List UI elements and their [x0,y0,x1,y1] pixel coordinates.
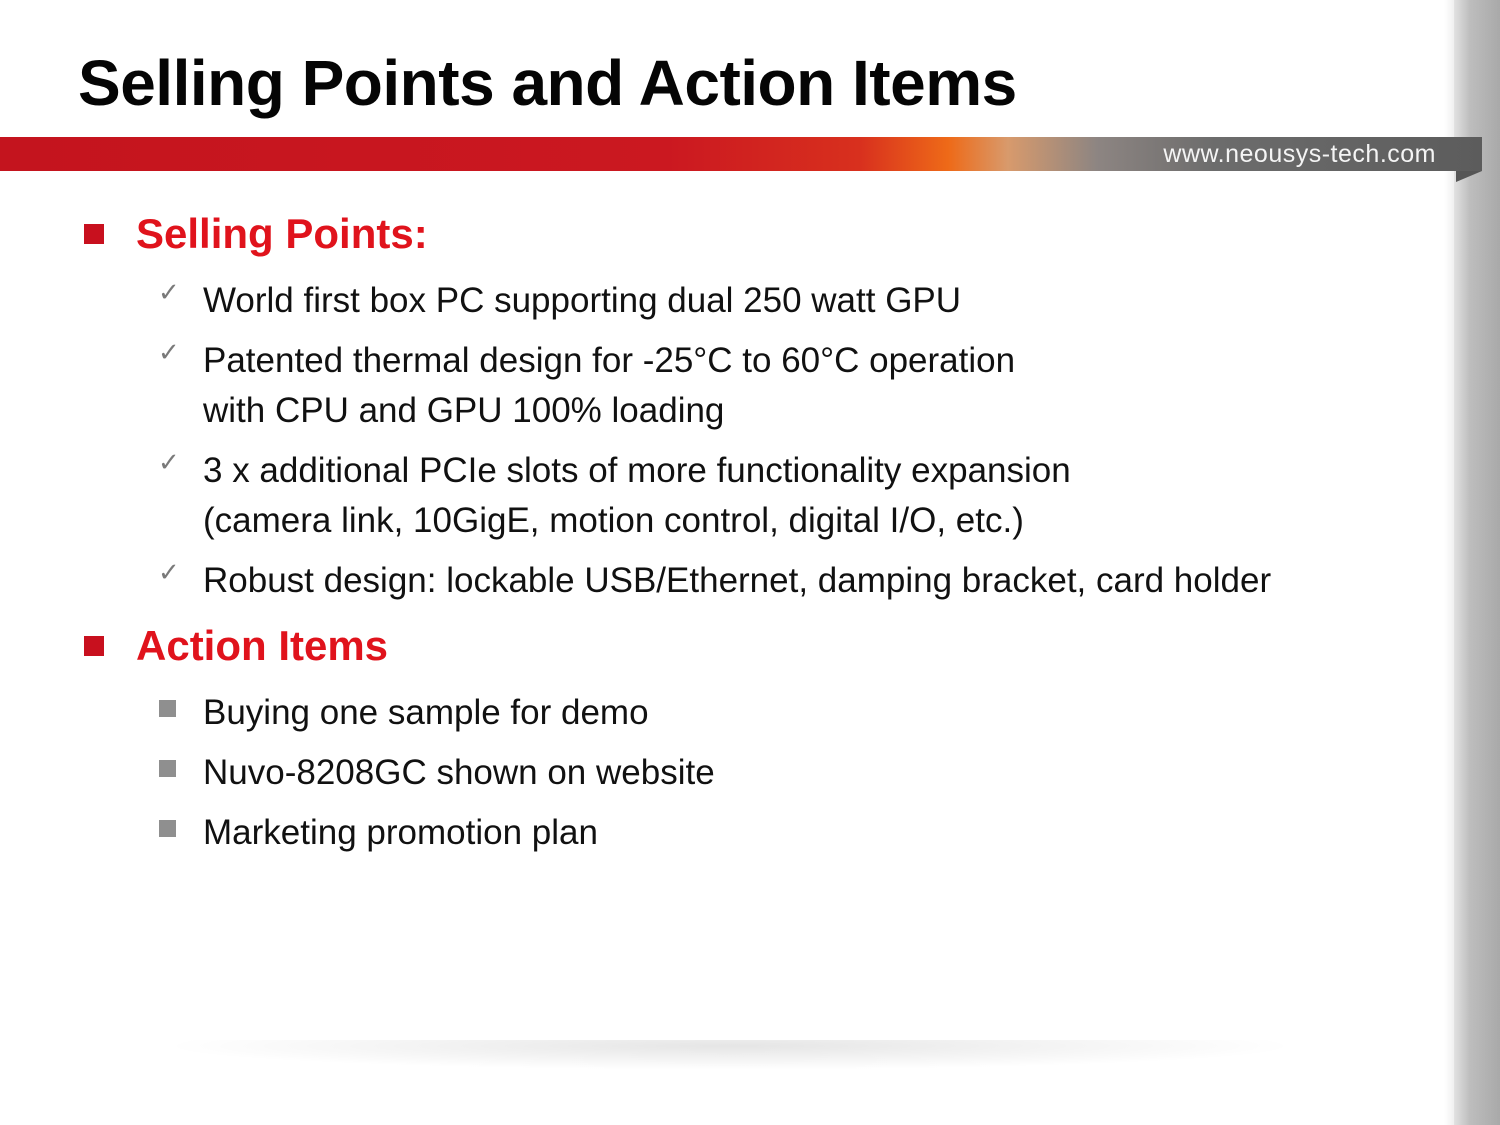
footer-shadow [160,1040,1300,1070]
list-item-text: with CPU and GPU 100% loading [203,391,725,430]
list-item-text: Nuvo-8208GC shown on website [203,753,715,792]
list-item-text: Buying one sample for demo [203,693,649,732]
section-heading: Action Items [136,622,389,669]
list-item-text: Patented thermal design for -25°C to 60°C operation [203,341,1016,380]
red-square-bullet-icon [84,224,104,244]
square-bullet-icon [159,760,176,777]
list-item-text: Marketing promotion plan [203,813,598,852]
checkmark-icon: ✓ [158,558,180,588]
checkmark-icon: ✓ [158,278,180,308]
website-url: www.neousys-tech.com [1163,140,1436,168]
checkmark-icon: ✓ [158,338,180,368]
banner-fold [1456,171,1482,182]
square-bullet-icon [159,820,176,837]
square-bullet-icon [159,700,176,717]
slide-title: Selling Points and Action Items [78,47,1017,119]
checkmark-icon: ✓ [158,448,180,478]
section-heading: Selling Points: [136,210,428,257]
list-item-text: 3 x additional PCIe slots of more functionality expansion [203,451,1071,490]
list-item-text: Robust design: lockable USB/Ethernet, damping bracket, card holder [203,561,1272,600]
section-selling-points [84,210,428,258]
red-square-bullet-icon [84,636,104,656]
list-item-text: World first box PC supporting dual 250 watt GPU [203,281,962,320]
list-item-text: (camera link, 10GigE, motion control, digital I/O, etc.) [203,501,1024,540]
section-action-items [84,622,388,670]
